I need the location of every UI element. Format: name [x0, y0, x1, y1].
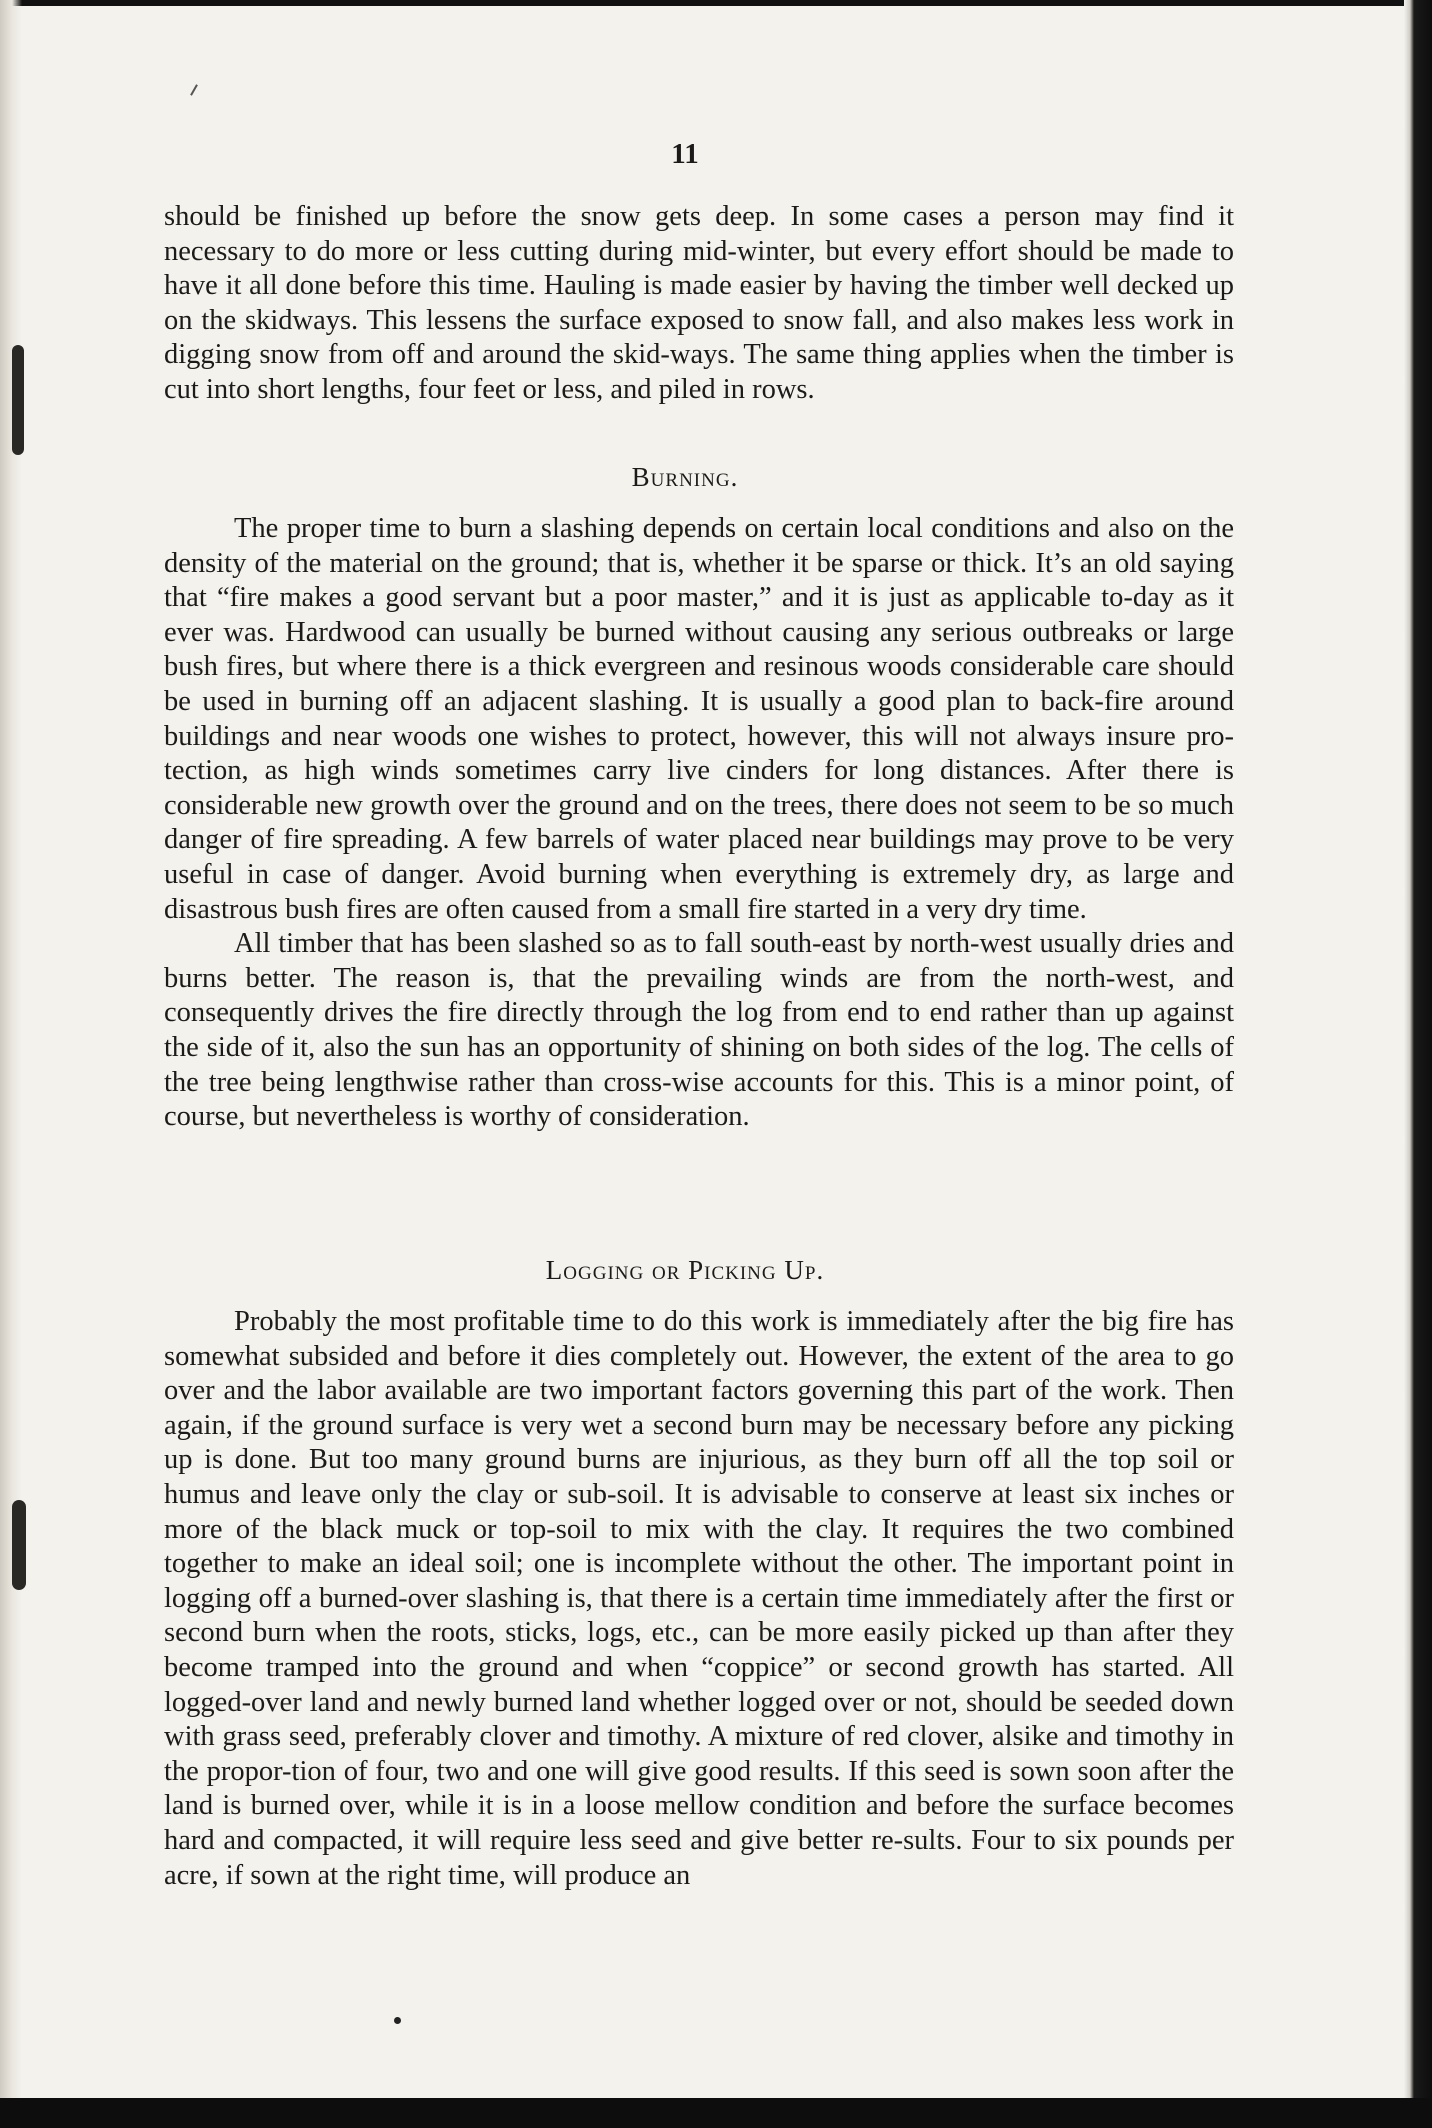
page-number: 11	[671, 138, 699, 170]
paragraph: should be finished up before the snow gets deep. In some cases a person may find it necessary to do more or less cutting during mid-winter, but every effort should be made to have it all done before this time. Hauling is made easier by having the timber well decked up on the skidways. This lessens the surface exposed to snow fall, and also makes less work in digging snow from off and around the skid-ways. The same thing applies when the timber is cut into short lengths, four feet or less, and piled in rows.	[164, 201, 1234, 405]
scan-bottom-edge	[0, 2098, 1432, 2128]
paragraph: Probably the most profitable time to do this work is immediately after the big fire has somewhat subsided and before it dies completely out. However, the extent of the area to go over and the labor available are two important factors governing this part of the work. Then again, if the ground surface is very wet a second burn may be necessary before any picking up is done. But too many ground burns are injurious, as they burn off all the top soil or humus and leave only the clay or sub-soil. It is advisable to conserve at least six inches or more of the black muck or top-soil to mix with the clay. It requires the two combined together to make an ideal soil; one is incomplete without the other. The important point in logging off a burned-over slashing is, that there is a certain time immediately after the first or second burn when the roots, sticks, logs, etc., can be more easily picked up than after they become tramped into the ground and when “coppice” or second growth has started. All logged-over land and newly burned land whether logged over or not, should be seeded down with grass seed, preferably clover and timothy. A mixture of red clover, alsike and timothy in the propor-tion of four, two and one will give good results. If this seed is sown soon after the land is burned over, while it is in a loose mellow condition and before the surface becomes hard and compacted, it will require less seed and give better re-sults. Four to six pounds per acre, if sown at the right time, will produce an	[164, 1306, 1234, 1891]
binding-mark-lower	[12, 1500, 26, 1590]
pencil-tick-mark	[190, 84, 198, 95]
logging-text-block	[164, 1305, 1234, 1893]
section-heading-logging: Logging or Picking Up.	[545, 1255, 825, 1285]
intro-text-block	[164, 200, 1234, 408]
ink-speck	[394, 2017, 401, 2024]
burning-text-block	[164, 512, 1234, 1135]
scan-right-edge	[1404, 0, 1432, 2128]
paragraph: The proper time to burn a slashing depends on certain local conditions and also on the density of the material on the ground; that is, whether it be sparse or thick. It’s an old saying that “fire makes a good servant but a poor master,” and it is just as applicable to-day as it ever was. Hardwood can usually be burned without causing any serious outbreaks or large bush fires, but where there is a thick evergreen and resinous woods considerable care should be used in burning off an adjacent slashing. It is usually a good plan to back-fire around buildings and near woods one wishes to protect, however, this will not always insure pro-tection, as high winds sometimes carry live cinders for long distances. After there is considerable new growth over the ground and on the trees, there does not seem to be so much danger of fire spreading. A few barrels of water placed near buildings may prove to be very useful in case of danger. Avoid burning when everything is extremely dry, as large and disastrous bush fires are often caused from a small fire started in a very dry time.	[164, 513, 1234, 925]
scan-top-edge	[0, 0, 1432, 6]
binding-mark-upper	[12, 345, 24, 455]
page-binding-shadow	[0, 0, 22, 2128]
paragraph: All timber that has been slashed so as to fall south-east by north-west usually dries and burns better. The reason is, that the prevailing winds are from the north-west, and consequently drives the fire directly through the log from end to end rather than up against the side of it, also the sun has an opportunity of shining on both sides of the log. The cells of the tree being lengthwise rather than cross-wise accounts for this. This is a minor point, of course, but nevertheless is worthy of consideration.	[164, 928, 1234, 1133]
section-heading-burning: Burning.	[631, 462, 739, 492]
